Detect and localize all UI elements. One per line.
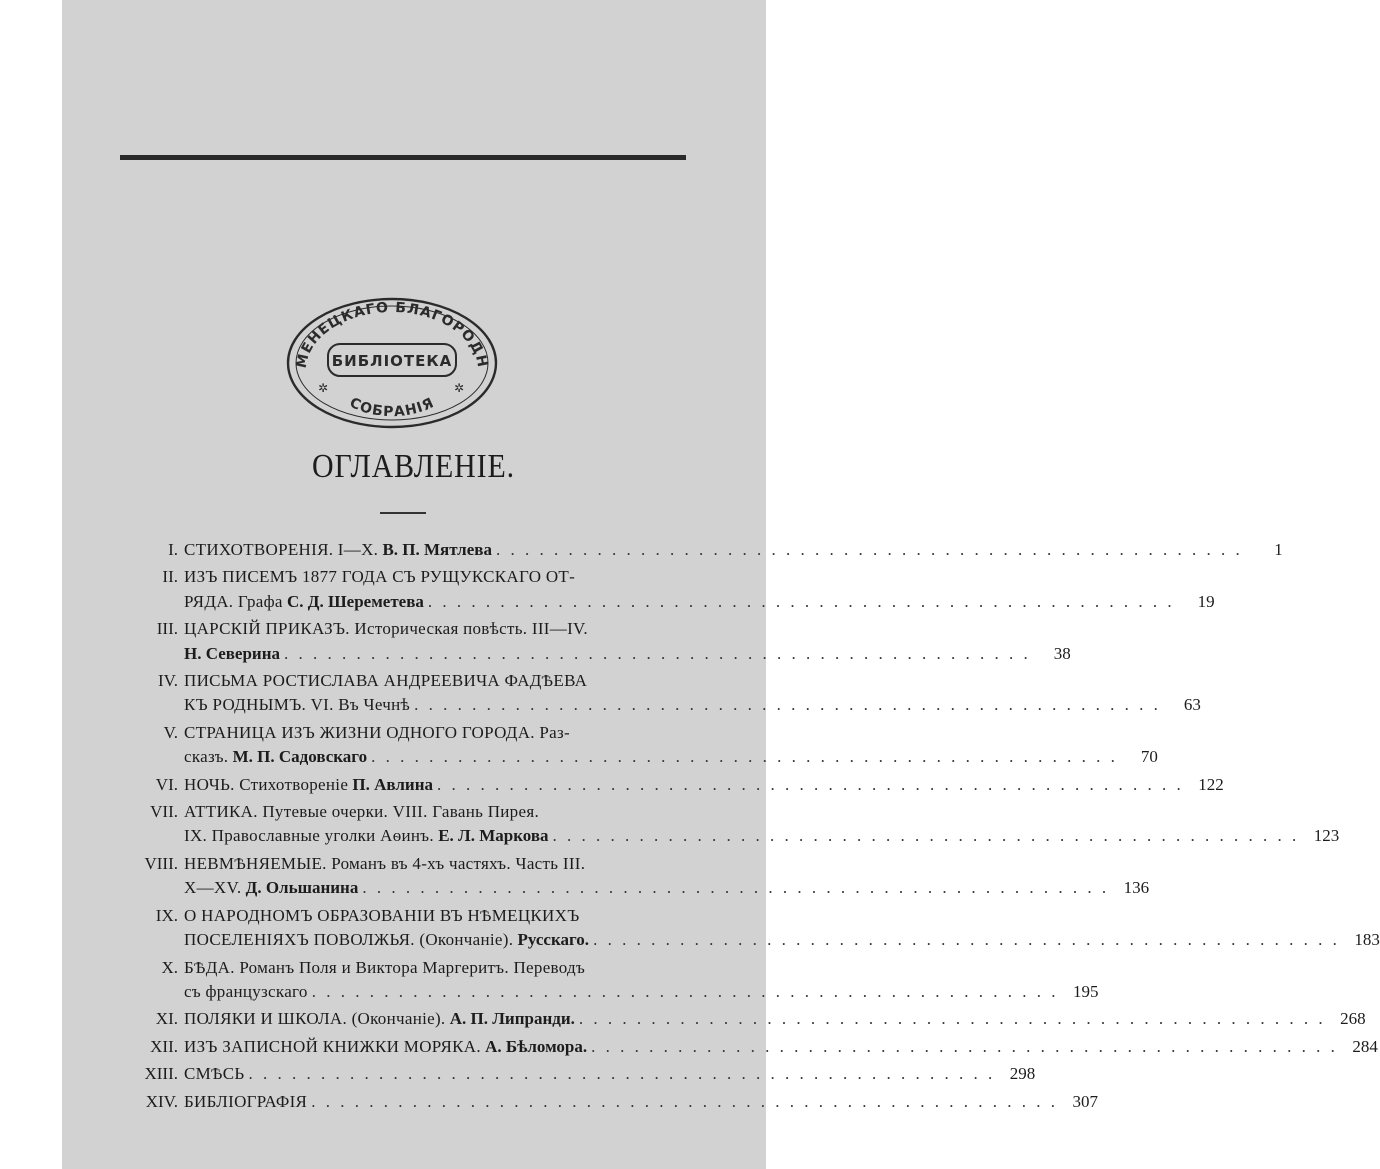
toc-entry-line <box>184 1062 1035 1086</box>
toc-entry-number: IV. <box>158 671 178 691</box>
toc-entry <box>130 1007 1366 1031</box>
toc-leader-dots <box>367 745 1118 769</box>
toc-entry <box>130 1035 1378 1059</box>
toc-entry-line <box>184 824 1339 848</box>
toc-entry-page: 70 <box>1140 747 1158 767</box>
toc-entry <box>130 669 1201 718</box>
toc-entry-number: IX. <box>155 905 178 925</box>
svg-text:✲: ✲ <box>454 381 465 395</box>
toc-entry-subtitle-text: РЯДА. Графа <box>184 591 283 611</box>
toc-entry-page: 195 <box>1072 981 1099 1001</box>
toc-entry-number: X. <box>161 957 178 977</box>
toc-entry-number: VIII. <box>144 853 178 873</box>
toc-entry-author: Русскаго. <box>517 930 590 950</box>
toc-entry-title-text: НЕВМѢНЯЕМЫЕ. Романъ въ 4-хъ частяхъ. Часть III. <box>184 853 586 873</box>
toc-entry-line <box>184 538 1283 562</box>
toc-entry-author: Д. Ольшанина <box>245 878 359 898</box>
toc-leader-dots <box>244 1062 995 1086</box>
toc-leader-dots <box>308 980 1059 1004</box>
stamp-bottom-text: СОБРАНІЯ <box>347 394 437 421</box>
toc-entry-subtitle <box>184 824 549 848</box>
table-of-contents <box>130 538 1380 1117</box>
toc-entry-number: V. <box>163 722 178 742</box>
toc-entry-number: I. <box>168 540 178 559</box>
toc-entry-line <box>184 928 1380 952</box>
toc-leader-dots <box>424 590 1175 614</box>
toc-entry-title-text: СТРАНИЦА ИЗЪ ЖИЗНИ ОДНОГО ГОРОДА. Раз- <box>184 722 570 742</box>
toc-leader-dots <box>410 693 1161 717</box>
toc-entry-page: 63 <box>1183 695 1201 715</box>
toc-leader-dots <box>589 928 1340 952</box>
toc-entry <box>130 904 1380 953</box>
toc-leader-dots <box>549 824 1300 848</box>
toc-entry-title-text: СМѢСЬ <box>184 1064 245 1084</box>
toc-entry-line <box>184 876 1149 900</box>
toc-entry-subtitle <box>184 876 358 900</box>
toc-entry-line <box>184 904 1380 928</box>
toc-entry-author: Е. Л. Маркова <box>438 826 549 846</box>
toc-entry-subtitle-text: X—XV. <box>184 878 242 898</box>
toc-leader-dots <box>358 876 1109 900</box>
toc-entry-body <box>184 721 1158 770</box>
toc-entry-body <box>184 800 1339 849</box>
stamp-outer-text: МЕНЕЦКАГО БЛАГОРОДН <box>293 299 491 370</box>
toc-entry-title <box>184 1090 307 1114</box>
toc-entry-title <box>184 565 575 589</box>
toc-entry-line <box>184 565 1215 589</box>
toc-entry-line <box>184 642 1071 666</box>
toc-entry-body <box>184 538 1283 562</box>
toc-entry-line <box>184 1007 1366 1031</box>
toc-entry-page: 298 <box>1009 1064 1036 1084</box>
toc-entry-title <box>184 669 587 693</box>
toc-entry-line <box>184 721 1158 745</box>
toc-entry-subtitle <box>184 693 410 717</box>
toc-entry <box>130 538 1283 562</box>
toc-entry-title-text: ПИСЬМА РОСТИСЛАВА АНДРЕЕВИЧА ФАДѢЕВА <box>184 671 588 691</box>
title-rule <box>380 512 426 514</box>
toc-entry-number: VI. <box>155 774 178 794</box>
toc-entry <box>130 1090 1098 1114</box>
toc-entry-line <box>184 956 1098 980</box>
toc-entry-subtitle <box>184 745 367 769</box>
toc-entry-body <box>184 1090 1098 1114</box>
toc-entry-body <box>184 1007 1366 1031</box>
toc-entry-title-text: О НАРОДНОМЪ ОБРАЗОВАНІИ ВЪ НѢМЕЦКИХЪ <box>184 905 580 925</box>
toc-entry-body <box>184 565 1215 614</box>
toc-entry-page: 19 <box>1197 591 1215 611</box>
toc-entry <box>130 773 1224 797</box>
toc-entry-title-text: БИБЛІОГРАФІЯ <box>184 1091 308 1111</box>
toc-entry <box>130 1062 1036 1086</box>
library-stamp <box>284 296 500 430</box>
toc-entry-page: 136 <box>1123 878 1150 898</box>
toc-entry <box>130 800 1340 849</box>
toc-entry-body <box>184 904 1380 953</box>
toc-entry-subtitle <box>184 980 308 1004</box>
toc-entry-author: А. Бѣломора. <box>485 1036 588 1056</box>
toc-entry-page: 284 <box>1352 1036 1378 1056</box>
page-title: ОГЛАВЛЕНІЕ. <box>312 448 515 485</box>
toc-entry-title-text: ИЗЪ ПИСЕМЪ 1877 ГОДА СЪ РУЩУКСКАГО ОТ- <box>184 567 576 587</box>
toc-leader-dots <box>492 538 1243 562</box>
toc-entry-page: 123 <box>1313 826 1340 846</box>
toc-entry-line <box>184 669 1201 693</box>
toc-entry-author: В. П. Мятлева <box>382 540 492 559</box>
toc-entry-subtitle <box>184 590 424 614</box>
toc-entry-number: II. <box>162 567 178 587</box>
toc-entry-body <box>184 669 1201 718</box>
toc-entry-subtitle-text: сказъ. <box>184 747 229 767</box>
toc-entry-title <box>184 1035 587 1059</box>
toc-entry-author: Н. Северина <box>184 643 281 663</box>
toc-entry-line <box>184 617 1071 641</box>
toc-entry-line <box>184 852 1149 876</box>
toc-entry-title <box>184 904 580 928</box>
stamp-center-text: БИБЛІОТЕКА <box>331 352 453 370</box>
toc-entry-title <box>184 617 588 641</box>
toc-entry-number: VII. <box>150 802 178 822</box>
toc-leader-dots <box>307 1090 1058 1114</box>
toc-entry-line <box>184 773 1224 797</box>
toc-entry-subtitle-text: ПОСЕЛЕНІЯХЪ ПОВОЛЖЬЯ. (Окончаніе). <box>184 930 514 950</box>
toc-entry-author: М. П. Садовскаго <box>232 747 368 767</box>
toc-entry-page: 1 <box>1274 540 1283 559</box>
toc-entry-number: XII. <box>150 1036 178 1056</box>
toc-entry-title <box>184 1007 575 1031</box>
toc-entry-title-text: ИЗЪ ЗАПИСНОЙ КНИЖКИ МОРЯКА. <box>184 1036 481 1056</box>
toc-entry-subtitle-text: IX. Православные уголки Аѳинъ. <box>184 826 434 846</box>
toc-entry <box>130 956 1099 1005</box>
toc-entry-subtitle-text: съ французскаго <box>184 981 308 1001</box>
toc-entry-number: III. <box>156 619 178 639</box>
toc-entry-page: 307 <box>1072 1091 1098 1111</box>
toc-entry-author: А. П. Липранди. <box>449 1009 575 1029</box>
toc-entry-body <box>184 852 1149 901</box>
toc-entry <box>130 852 1150 901</box>
toc-entry-subtitle <box>184 642 280 666</box>
toc-entry-title <box>184 852 585 876</box>
toc-entry-subtitle <box>184 928 589 952</box>
toc-entry-number: XIII. <box>144 1064 178 1084</box>
toc-entry-title-text: СТИХОТВОРЕНІЯ. I—X. <box>184 540 379 559</box>
toc-entry-title <box>184 1062 244 1086</box>
header-rule <box>120 155 686 160</box>
toc-entry-number: XIV. <box>145 1091 178 1111</box>
toc-entry-title <box>184 721 570 745</box>
toc-entry-title-text: ПОЛЯКИ И ШКОЛА. (Окончаніе). <box>184 1009 446 1029</box>
toc-entry <box>130 565 1215 614</box>
svg-text:✲: ✲ <box>318 381 329 395</box>
toc-entry <box>130 617 1071 666</box>
toc-entry-title <box>184 956 585 980</box>
toc-entry-title-text: АТТИКА. Путевые очерки. VIII. Гавань Пирея. <box>184 802 539 822</box>
toc-entry-author: С. Д. Шереметева <box>287 591 424 611</box>
toc-leader-dots <box>575 1007 1326 1031</box>
toc-entry-body <box>184 1035 1378 1059</box>
toc-entry-title-text: ЦАРСКІЙ ПРИКАЗЪ. Историческая повѣсть. III—IV. <box>184 619 588 639</box>
toc-entry-line <box>184 693 1201 717</box>
toc-entry-line <box>184 1090 1098 1114</box>
toc-entry-page: 268 <box>1340 1009 1366 1029</box>
toc-entry-body <box>184 956 1098 1005</box>
toc-entry-title <box>184 800 539 824</box>
toc-entry <box>130 721 1158 770</box>
toc-entry-author: П. Авлина <box>352 774 434 794</box>
toc-entry-page: 38 <box>1053 643 1071 663</box>
toc-entry-page: 183 <box>1354 930 1380 950</box>
toc-entry-body <box>184 617 1071 666</box>
toc-entry-title <box>184 538 492 562</box>
toc-entry-line <box>184 980 1098 1004</box>
svg-text:СОБРАНІЯ <box>347 395 437 420</box>
toc-leader-dots <box>280 642 1031 666</box>
toc-entry-body <box>184 773 1224 797</box>
toc-entry-body <box>184 1062 1035 1086</box>
toc-leader-dots <box>587 1035 1338 1059</box>
toc-entry-line <box>184 800 1339 824</box>
toc-entry-line <box>184 745 1158 769</box>
toc-entry-number: XI. <box>155 1009 178 1029</box>
toc-leader-dots <box>433 773 1184 797</box>
toc-entry-line <box>184 1035 1378 1059</box>
toc-entry-title-text: БѢДА. Романъ Поля и Виктора Маргеритъ. Переводъ <box>184 957 586 977</box>
toc-entry-page: 122 <box>1198 774 1224 794</box>
toc-entry-line <box>184 590 1215 614</box>
toc-entry-subtitle-text: КЪ РОДНЫМЪ. VI. Въ Чечнѣ <box>184 695 411 715</box>
toc-entry-title <box>184 773 433 797</box>
toc-entry-title-text: НОЧЬ. Стихотвореніе <box>184 774 349 794</box>
